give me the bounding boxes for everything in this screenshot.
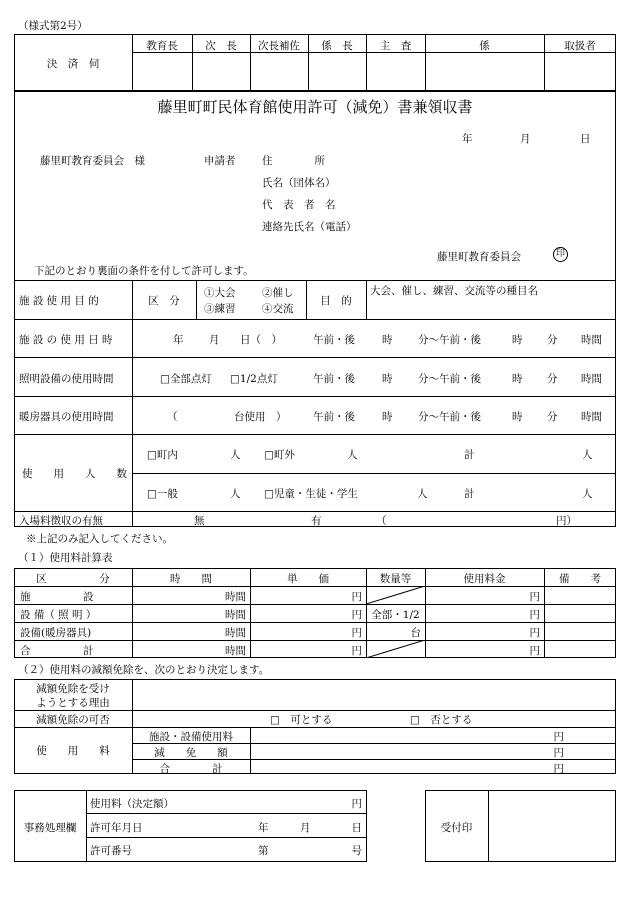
approval-col-staff: 係 — [479, 40, 490, 52]
reduction-reason-label-2: ようとする理由 — [36, 697, 110, 709]
purpose-field-label: 目 的 — [320, 295, 352, 307]
reduction-approve-checkbox[interactable]: □ 可とする — [270, 714, 333, 726]
division-option-event[interactable]: ②催し — [262, 287, 294, 299]
fee-header-time: 時 間 — [170, 573, 212, 585]
approval-col-assistant-deputy: 次長補佐 — [258, 40, 300, 52]
heater-units[interactable]: 台使用 ） — [234, 411, 287, 423]
town-resident-checkbox[interactable]: □町内 — [147, 449, 178, 461]
fee-row-facility-time[interactable]: 時間 — [225, 591, 246, 603]
fee-section-heading: （１）使用料計算表 — [18, 552, 113, 564]
date-day: 日 — [580, 133, 591, 145]
date-time-label: 施 設 の 使 用 日 時 — [19, 334, 113, 346]
approval-col-section-chief: 係 長 — [321, 40, 353, 52]
office-decided-fee-unit[interactable]: 円 — [351, 798, 362, 810]
fee-qty-diagonal-1 — [366, 586, 425, 604]
reduction-section-heading: （２）使用料の減額免除を、次のとおり決定します。 — [18, 664, 270, 676]
approval-col-handler: 取扱者 — [564, 40, 596, 52]
fee-qty-diagonal-2 — [366, 640, 425, 658]
division-option-practice[interactable]: ③練習 — [204, 303, 236, 315]
office-permit-date-label: 許可年月日 — [90, 822, 143, 834]
permit-note: 下記のとおり裏面の条件を付して許可します。 — [34, 265, 254, 277]
lighting-hours[interactable]: 時間 — [581, 373, 602, 385]
fee-row-total-fee[interactable]: 円 — [529, 645, 540, 657]
fee-header-qty: 数量等 — [379, 573, 412, 585]
reduction-fee-label: 使 用 料 — [36, 745, 110, 757]
heater-label: 暖房器具の使用時間 — [19, 411, 114, 423]
end-ampm[interactable]: 分～午前・後 — [418, 334, 481, 346]
office-permit-date-day[interactable]: 日 — [351, 822, 362, 834]
start-hour[interactable]: 時 — [382, 334, 393, 346]
start-ampm[interactable]: 午前・後 — [313, 334, 355, 346]
heater-start-hour[interactable]: 時 — [382, 411, 393, 423]
admission-amount-open: （ — [376, 515, 387, 527]
applicant-name-label: 氏名（団体名） — [262, 177, 336, 189]
users-total-1[interactable]: 人 — [582, 449, 593, 461]
non-resident-count[interactable]: 人 — [347, 449, 358, 461]
end-hour[interactable]: 時 — [512, 334, 523, 346]
general-count[interactable]: 人 — [230, 488, 241, 500]
admission-amount[interactable]: 円） — [556, 515, 577, 527]
fee-row-heater-time[interactable]: 時間 — [225, 627, 246, 639]
division-option-tournament[interactable]: ①大会 — [204, 287, 236, 299]
heater-end-hour[interactable]: 時 — [512, 411, 523, 423]
heater-start-ampm[interactable]: 午前・後 — [313, 411, 355, 423]
office-permit-date-ym[interactable]: 年 月 — [258, 822, 311, 834]
reduction-deny-checkbox[interactable]: □ 否とする — [410, 714, 473, 726]
heater-end-minute[interactable]: 分 — [547, 411, 558, 423]
fee-row-heater-fee[interactable]: 円 — [529, 627, 540, 639]
approval-label: 決 済 伺 — [46, 58, 100, 70]
students-count[interactable]: 人 — [417, 488, 428, 500]
fee-header-category: 区 分 — [36, 573, 110, 585]
lighting-half-checkbox[interactable]: □1/2点灯 — [230, 373, 278, 385]
fee-row-total-price[interactable]: 円 — [351, 645, 362, 657]
fee-row-total-label: 合 計 — [20, 645, 94, 657]
fill-note: ※上記のみ記入してください。 — [26, 533, 173, 545]
reduction-row-total-label: 合 計 — [159, 763, 223, 775]
heater-open-paren: （ — [167, 411, 178, 423]
fee-row-heater-qty[interactable]: 台 — [410, 627, 421, 639]
fee-header-remarks: 備 考 — [559, 573, 601, 585]
users-total-2-label: 計 — [464, 488, 475, 500]
issuer: 藤里町教育委員会 — [437, 251, 521, 263]
approval-col-superintendent: 教育長 — [146, 40, 178, 52]
general-checkbox[interactable]: □一般 — [147, 488, 178, 500]
fee-row-lighting-time[interactable]: 時間 — [225, 609, 246, 621]
addressee: 藤里町教育委員会 様 — [40, 155, 145, 167]
reduction-row-exemption-label: 減 免 額 — [154, 747, 228, 759]
lighting-start-ampm[interactable]: 午前・後 — [313, 373, 355, 385]
admission-label: 入場料徴収の有無 — [19, 515, 103, 527]
fee-row-lighting-qty[interactable]: 全部・1/2 — [371, 609, 420, 621]
office-permit-number-suffix[interactable]: 号 — [351, 845, 362, 857]
reduction-row-usage-amount[interactable]: 円 — [553, 731, 564, 743]
heater-end-ampm[interactable]: 分～午前・後 — [418, 411, 481, 423]
approval-col-supervisor: 主 査 — [379, 40, 412, 52]
reduction-row-total-amount[interactable]: 円 — [553, 763, 564, 775]
fee-row-total-time[interactable]: 時間 — [225, 645, 246, 657]
fee-row-lighting-price[interactable]: 円 — [351, 609, 362, 621]
fee-row-heater-price[interactable]: 円 — [351, 627, 362, 639]
lighting-end-ampm[interactable]: 分～午前・後 — [418, 373, 481, 385]
reduction-row-exemption-amount[interactable]: 円 — [553, 747, 564, 759]
applicant-address-label: 住 所 — [262, 155, 325, 167]
fee-row-heater-label: 設備(暖房器具) — [20, 627, 92, 639]
lighting-label: 照明設備の使用時間 — [19, 373, 114, 385]
lighting-start-hour[interactable]: 時 — [382, 373, 393, 385]
duration-hours[interactable]: 時間 — [581, 334, 602, 346]
lighting-end-minute[interactable]: 分 — [547, 373, 558, 385]
users-total-2[interactable]: 人 — [582, 488, 593, 500]
students-checkbox[interactable]: □児童・生徒・学生 — [264, 488, 358, 500]
purpose-hint[interactable]: 大会、催し、練習、交流等の種目名 — [370, 285, 538, 297]
page-title: 藤里町町民体育館使用許可（減免）書兼領収書 — [157, 98, 473, 116]
office-label: 事務処理欄 — [23, 822, 77, 834]
fee-header-price: 単 価 — [287, 573, 329, 585]
reduction-row-usage-label: 施設・設備使用料 — [149, 731, 233, 743]
date-month: 月 — [520, 133, 531, 145]
users-total-1-label: 計 — [464, 449, 475, 461]
fee-row-lighting-fee[interactable]: 円 — [529, 609, 540, 621]
applicant-contact-label: 連絡先氏名（電話） — [262, 221, 357, 233]
office-decided-fee-label: 使用料（決定額） — [90, 798, 174, 810]
fee-row-facility-fee[interactable]: 円 — [529, 591, 540, 603]
fee-row-lighting-label: 設 備（ 照 明 ） — [20, 609, 97, 621]
use-year[interactable]: 年 — [173, 334, 184, 346]
fee-row-facility-label: 施 設 — [20, 591, 94, 603]
approval-col-deputy: 次 長 — [205, 40, 237, 52]
form-number: （様式第2号） — [18, 20, 88, 32]
division-label: 区 分 — [148, 295, 180, 307]
purpose-label: 施 設 使 用 目 的 — [19, 295, 99, 307]
admission-yes[interactable]: 有 — [311, 515, 322, 527]
applicant-label: 申請者 — [204, 155, 236, 167]
end-minute[interactable]: 分 — [547, 334, 558, 346]
heater-hours[interactable]: 時間 — [581, 411, 602, 423]
applicant-representative-label: 代 表 者 名 — [262, 199, 336, 211]
lighting-all-checkbox[interactable]: □全部点灯 — [160, 373, 212, 385]
non-resident-checkbox[interactable]: □町外 — [264, 449, 295, 461]
fee-row-facility-price[interactable]: 円 — [351, 591, 362, 603]
date-year: 年 — [462, 133, 473, 145]
office-permit-number-prefix[interactable]: 第 — [258, 845, 269, 857]
reduction-approval-label: 減額免除の可否 — [36, 714, 110, 726]
use-month[interactable]: 月 — [209, 334, 220, 346]
fee-header-fee: 使用料金 — [463, 573, 506, 585]
receipt-stamp-label: 受付印 — [440, 822, 473, 834]
admission-none[interactable]: 無 — [194, 515, 205, 527]
town-resident-count[interactable]: 人 — [230, 449, 241, 461]
lighting-end-hour[interactable]: 時 — [512, 373, 523, 385]
seal-mark: 印 — [553, 247, 568, 262]
division-option-exchange[interactable]: ④交流 — [262, 303, 294, 315]
reduction-reason-label-1: 減額免除を受け — [36, 683, 110, 695]
use-day[interactable]: 日（ ） — [240, 334, 282, 346]
office-permit-number-label: 許可番号 — [90, 845, 132, 857]
users-label: 使 用 人 数 — [22, 468, 127, 480]
